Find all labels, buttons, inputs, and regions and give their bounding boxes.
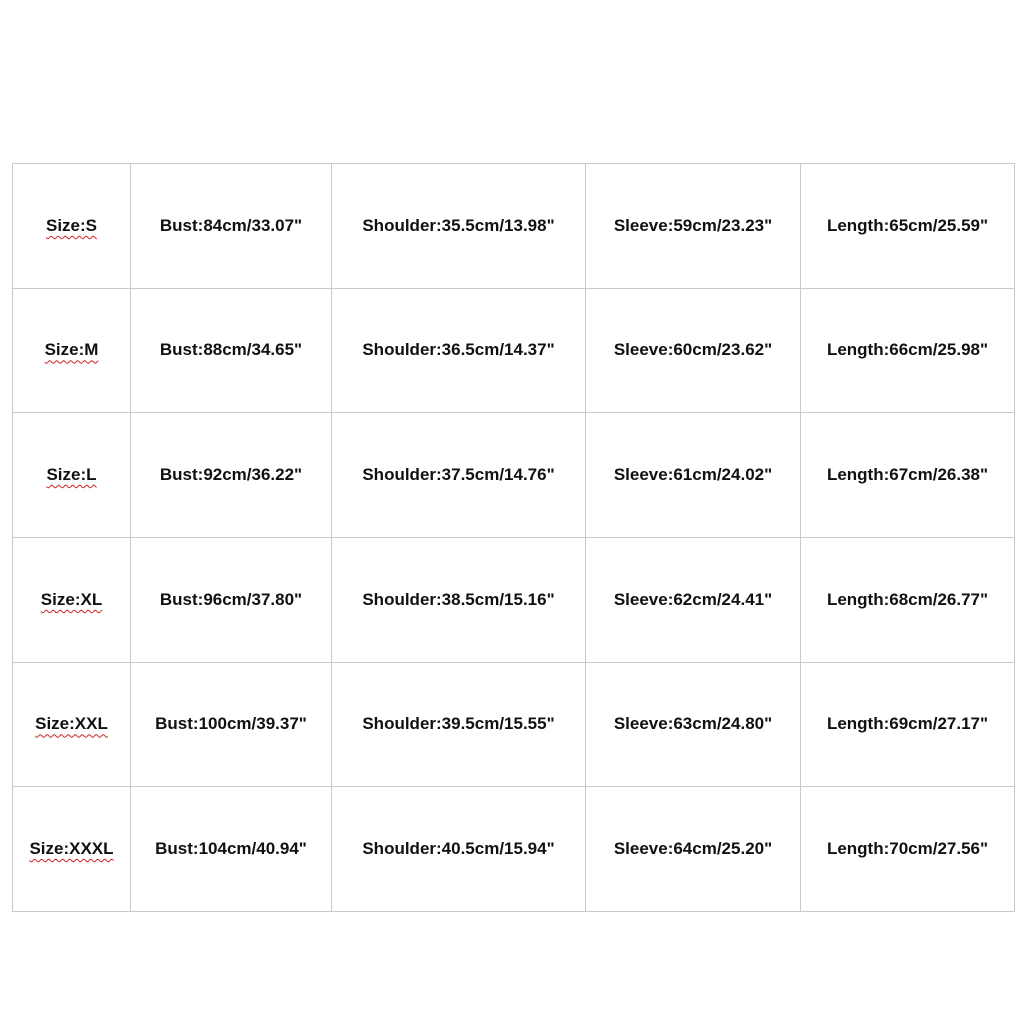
- length-cell: Length:68cm/26.77": [801, 537, 1015, 662]
- size-cell: [13, 413, 131, 538]
- shoulder-cell: Shoulder:35.5cm/13.98": [332, 164, 586, 289]
- bust-cell: Bust:92cm/36.22": [131, 413, 332, 538]
- size-chart-table: [12, 163, 1015, 912]
- shoulder-cell: Shoulder:36.5cm/14.37": [332, 288, 586, 413]
- sleeve-cell: Sleeve:64cm/25.20": [586, 787, 801, 912]
- size-cell: [13, 164, 131, 289]
- bust-cell: Bust:84cm/33.07": [131, 164, 332, 289]
- bust-cell: Bust:104cm/40.94": [131, 787, 332, 912]
- table-row: [13, 413, 1015, 538]
- length-cell: Length:65cm/25.59": [801, 164, 1015, 289]
- size-label: Size:S: [45, 215, 98, 235]
- table-row: [13, 787, 1015, 912]
- size-cell: [13, 662, 131, 787]
- table-row: [13, 288, 1015, 413]
- size-label: Size:M: [44, 340, 99, 360]
- bust-cell: Bust:100cm/39.37": [131, 662, 332, 787]
- length-cell: Length:70cm/27.56": [801, 787, 1015, 912]
- length-cell: Length:67cm/26.38": [801, 413, 1015, 538]
- sleeve-cell: Sleeve:61cm/24.02": [586, 413, 801, 538]
- sleeve-cell: Sleeve:63cm/24.80": [586, 662, 801, 787]
- size-cell: [13, 787, 131, 912]
- bust-cell: Bust:88cm/34.65": [131, 288, 332, 413]
- sleeve-cell: Sleeve:60cm/23.62": [586, 288, 801, 413]
- size-label: Size:XXXL: [29, 839, 114, 859]
- table-row: [13, 662, 1015, 787]
- table-row: [13, 164, 1015, 289]
- size-label: Size:L: [46, 465, 97, 485]
- shoulder-cell: Shoulder:37.5cm/14.76": [332, 413, 586, 538]
- shoulder-cell: Shoulder:39.5cm/15.55": [332, 662, 586, 787]
- table-row: [13, 537, 1015, 662]
- size-label: Size:XXL: [35, 714, 108, 734]
- size-cell: [13, 288, 131, 413]
- size-label: Size:XL: [40, 589, 103, 609]
- length-cell: Length:66cm/25.98": [801, 288, 1015, 413]
- size-cell: [13, 537, 131, 662]
- bust-cell: Bust:96cm/37.80": [131, 537, 332, 662]
- sleeve-cell: Sleeve:62cm/24.41": [586, 537, 801, 662]
- length-cell: Length:69cm/27.17": [801, 662, 1015, 787]
- shoulder-cell: Shoulder:40.5cm/15.94": [332, 787, 586, 912]
- shoulder-cell: Shoulder:38.5cm/15.16": [332, 537, 586, 662]
- sleeve-cell: Sleeve:59cm/23.23": [586, 164, 801, 289]
